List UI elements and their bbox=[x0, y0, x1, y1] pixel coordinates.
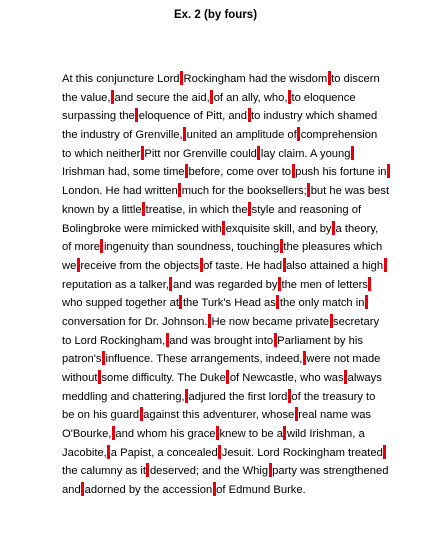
text-segment: to which neither bbox=[62, 147, 141, 160]
text-segment: patron's bbox=[62, 353, 102, 366]
text-segment: the Turk's Head as bbox=[182, 297, 276, 310]
text-segment: always bbox=[347, 372, 382, 384]
text-segment: conversation for Dr. Johnson. bbox=[62, 315, 208, 328]
text-segment: and was brought into bbox=[169, 334, 274, 347]
text-segment: of Edmund Burke. bbox=[216, 484, 306, 497]
text-segment: we bbox=[62, 259, 77, 272]
text-segment: of Newcastle, who was bbox=[229, 372, 344, 384]
text-line bbox=[62, 126, 382, 145]
text-segment: and whom his grace bbox=[115, 428, 216, 441]
chunk-boundary-marker bbox=[383, 445, 386, 459]
text-segment: a Papist, a concealed bbox=[110, 446, 218, 459]
page-title: Ex. 2 (by fours) bbox=[173, 9, 258, 21]
text-segment: before, come over to bbox=[188, 166, 292, 179]
text-line bbox=[62, 332, 382, 351]
text-segment: but he was best bbox=[310, 185, 390, 198]
text-segment: of an ally, who, bbox=[213, 91, 288, 104]
text-segment: the only match in bbox=[279, 297, 365, 310]
text-segment: the pleasures which bbox=[283, 241, 383, 254]
text-line bbox=[62, 350, 382, 369]
text-segment: exquisite skill, and by bbox=[225, 222, 332, 235]
text-segment: Rockingham had the wisdom bbox=[183, 73, 328, 85]
text-segment: comprehension bbox=[300, 129, 378, 142]
text-line bbox=[62, 145, 382, 164]
text-line bbox=[62, 107, 382, 126]
text-segment: knew to be a bbox=[219, 428, 283, 441]
text-segment: some difficulty. The Duke bbox=[101, 372, 226, 384]
text-segment: lay claim. A young bbox=[260, 147, 351, 160]
text-line bbox=[62, 425, 382, 444]
text-segment: adorned by the accession bbox=[84, 484, 213, 497]
text-segment: meddling and chattering, bbox=[62, 390, 185, 403]
text-segment: He now became private bbox=[211, 315, 330, 328]
text-line bbox=[62, 369, 382, 388]
text-line bbox=[62, 182, 390, 201]
text-line bbox=[62, 444, 382, 463]
text-line bbox=[62, 163, 387, 182]
text-segment: reputation as a talker, bbox=[62, 278, 169, 291]
text-segment: against this adventurer, whose bbox=[143, 409, 295, 422]
text-segment: and secure the aid, bbox=[114, 91, 210, 104]
text-line bbox=[62, 406, 382, 425]
text-segment: the calumny as it bbox=[62, 465, 146, 478]
text-segment: also attained a high bbox=[286, 259, 384, 272]
text-line bbox=[62, 462, 389, 481]
text-segment: surpassing the bbox=[62, 110, 135, 123]
text-segment: the value, bbox=[62, 91, 111, 104]
text-segment: Irishman had, some time bbox=[62, 166, 185, 179]
text-line bbox=[62, 201, 382, 220]
text-line bbox=[62, 294, 382, 313]
text-segment: wild Irishman, a bbox=[286, 428, 365, 441]
chunk-boundary-marker bbox=[387, 164, 390, 178]
text-segment: real name was bbox=[298, 409, 372, 422]
text-segment: much for the booksellers; bbox=[181, 185, 307, 198]
text-line bbox=[62, 257, 382, 276]
text-segment: to eloquence bbox=[291, 91, 356, 104]
text-segment: O'Bourke, bbox=[62, 428, 112, 441]
text-segment: be on his guard bbox=[62, 409, 140, 422]
chunk-boundary-marker bbox=[384, 258, 387, 272]
text-segment: and was regarded by bbox=[172, 278, 278, 291]
text-segment: ingenuity than soundness, touching bbox=[103, 241, 280, 254]
text-segment: of more bbox=[62, 241, 100, 254]
chunk-boundary-marker bbox=[365, 295, 368, 309]
text-segment: of the treasury to bbox=[291, 390, 376, 403]
text-segment: to Lord Rockingham, bbox=[62, 334, 166, 347]
text-line bbox=[62, 481, 382, 500]
text-segment: Pitt nor Grenville could bbox=[144, 147, 257, 160]
text-segment: who supped together at bbox=[62, 297, 179, 310]
text-segment: and bbox=[62, 484, 81, 497]
text-body bbox=[62, 70, 390, 500]
text-line bbox=[62, 276, 382, 295]
text-segment: a theory, bbox=[335, 222, 379, 235]
text-segment: to industry which shamed bbox=[251, 110, 378, 123]
text-segment: of taste. He had bbox=[203, 259, 283, 272]
text-segment: influence. These arrangements, indeed, bbox=[105, 353, 303, 366]
text-segment: London. He had written bbox=[62, 185, 178, 198]
text-segment: style and reasoning of bbox=[251, 203, 362, 216]
text-line bbox=[62, 388, 382, 407]
text-segment: Jacobite, bbox=[62, 446, 107, 459]
chunk-boundary-marker bbox=[351, 146, 354, 160]
text-segment: the industry of Grenville, bbox=[62, 129, 183, 142]
text-segment: Parliament by his bbox=[277, 334, 363, 347]
text-line bbox=[62, 313, 382, 332]
text-segment: Jesuit. Lord Rockingham treated bbox=[221, 446, 383, 459]
text-line bbox=[62, 220, 382, 239]
text-line bbox=[62, 89, 382, 108]
text-segment: deserved; and the Whig bbox=[149, 465, 269, 478]
text-segment: party was strengthened bbox=[272, 465, 389, 478]
text-segment: adjured the first lord bbox=[188, 390, 288, 403]
text-segment: eloquence of Pitt, and bbox=[138, 110, 247, 123]
text-segment: push his fortune in bbox=[295, 166, 387, 179]
text-segment: Bolingbroke were mimicked with bbox=[62, 222, 222, 235]
text-segment: known by a little bbox=[62, 203, 142, 216]
text-segment: to discern bbox=[331, 73, 380, 85]
text-segment: were not made bbox=[306, 353, 381, 366]
text-segment: the men of letters bbox=[281, 278, 368, 291]
text-segment: united an amplitude of bbox=[186, 129, 297, 142]
chunk-boundary-marker bbox=[368, 277, 371, 291]
text-segment: At this conjuncture Lord bbox=[62, 73, 180, 85]
text-segment: without bbox=[62, 372, 98, 384]
text-segment: treatise, in which the bbox=[145, 203, 248, 216]
text-segment: secretary bbox=[333, 315, 380, 328]
text-line bbox=[62, 238, 382, 257]
text-segment: receive from the objects bbox=[80, 259, 200, 272]
text-line bbox=[62, 70, 382, 89]
